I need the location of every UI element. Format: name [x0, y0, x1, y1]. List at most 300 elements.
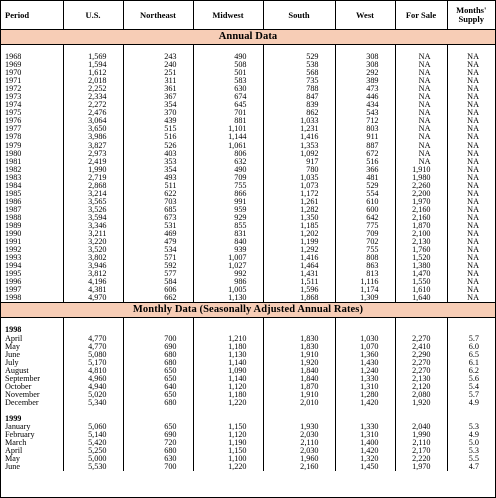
cell-midwest: 1,190 [193, 439, 263, 447]
header-months-supply: Months' Supply [447, 1, 495, 30]
cell-period: 1989 [1, 222, 63, 230]
cell-months-supply: NA [467, 133, 479, 142]
cell-midwest: 992 [193, 270, 263, 278]
cell-west: 389 [335, 77, 395, 85]
monthly-data-band [1, 303, 495, 318]
cell-period: June [1, 351, 63, 359]
spacer-cell [63, 415, 123, 423]
annual-row [1, 182, 495, 190]
annual-row [1, 158, 495, 166]
cell-south: 1,092 [263, 150, 335, 158]
cell-period: 1985 [1, 190, 63, 198]
cell-northeast: 685 [123, 206, 193, 214]
cell-south: 2,110 [263, 439, 335, 447]
cell-midwest: 959 [193, 206, 263, 214]
cell-for-sale: 2,080 [395, 391, 447, 399]
cell-midwest: 1,130 [193, 351, 263, 359]
cell-midwest: 939 [193, 246, 263, 254]
cell-for-sale: 1,380 [395, 262, 447, 270]
cell-period: 1988 [1, 214, 63, 222]
annual-row [1, 117, 495, 125]
spacer-cell [63, 407, 123, 415]
cell-northeast: 703 [123, 198, 193, 206]
annual-row [1, 206, 495, 214]
cell-us: 2,334 [63, 93, 123, 101]
cell-west: 709 [335, 230, 395, 238]
cell-west: 1,330 [335, 423, 395, 431]
cell-for-sale: NA [395, 158, 447, 166]
cell-midwest: 855 [193, 222, 263, 230]
cell-west: 1,400 [335, 439, 395, 447]
monthly-row [1, 431, 495, 439]
cell-us: 4,770 [63, 343, 123, 351]
cell-for-sale: 1,970 [395, 463, 447, 471]
cell-midwest: 986 [193, 278, 263, 286]
cell-west: 1,320 [335, 455, 395, 463]
cell-us: 4,770 [63, 335, 123, 343]
cell-for-sale: NA [395, 133, 447, 141]
cell-midwest: 1,140 [193, 375, 263, 383]
spacer-cell [447, 415, 495, 423]
cell-period: 1995 [1, 270, 63, 278]
cell-for-sale: 2,270 [395, 367, 447, 375]
spacer-cell [395, 415, 447, 423]
cell-northeast: 673 [123, 214, 193, 222]
cell-northeast: 650 [123, 423, 193, 431]
cell-us: 4,810 [63, 367, 123, 375]
cell-for-sale: 2,290 [395, 351, 447, 359]
cell-west: 1,309 [335, 294, 395, 303]
cell-northeast: 650 [123, 391, 193, 399]
cell-months-supply: NA [467, 270, 479, 279]
cell-west: 434 [335, 101, 395, 109]
cell-midwest: 929 [193, 214, 263, 222]
cell-west: 1,070 [335, 343, 395, 351]
cell-south: 538 [263, 61, 335, 69]
header-us: U.S. [63, 1, 123, 30]
cell-months-supply: 6.5 [468, 350, 479, 359]
cell-period: 1983 [1, 174, 63, 182]
cell-northeast: 353 [123, 158, 193, 166]
cell-months-supply: NA [467, 157, 479, 166]
cell-west: 1,420 [335, 447, 395, 455]
annual-row [1, 77, 495, 85]
cell-period: 1997 [1, 286, 63, 294]
annual-row [1, 125, 495, 133]
cell-for-sale: NA [395, 125, 447, 133]
spacer-cell [123, 415, 193, 423]
cell-us: 3,827 [63, 142, 123, 150]
cell-for-sale: 2,220 [395, 455, 447, 463]
cell-months-supply: 4.9 [468, 398, 479, 407]
cell-west: 481 [335, 174, 395, 182]
cell-northeast: 367 [123, 93, 193, 101]
cell-us: 3,346 [63, 222, 123, 230]
spacer-cell [335, 415, 395, 423]
cell-northeast: 650 [123, 375, 193, 383]
cell-south: 1,172 [263, 190, 335, 198]
spacer-cell [1, 318, 63, 327]
cell-period: March [1, 439, 63, 447]
cell-months-supply: 4.9 [468, 431, 479, 440]
cell-northeast: 630 [123, 455, 193, 463]
cell-midwest: 1,180 [193, 391, 263, 399]
cell-midwest: 490 [193, 53, 263, 61]
monthly-data-band-title: Monthly Data (Seasonally Adjusted Annual Rates) [1, 303, 495, 318]
cell-us: 5,000 [63, 455, 123, 463]
cell-northeast: 243 [123, 53, 193, 61]
cell-for-sale: NA [395, 109, 447, 117]
cell-period: December [1, 399, 63, 407]
cell-south: 780 [263, 166, 335, 174]
cell-us: 3,946 [63, 262, 123, 270]
table-body [1, 30, 495, 472]
spacer-cell [335, 407, 395, 415]
cell-midwest: 501 [193, 69, 263, 77]
cell-south: 847 [263, 93, 335, 101]
cell-for-sale: NA [395, 117, 447, 125]
cell-midwest: 1,140 [193, 359, 263, 367]
cell-for-sale: 1,990 [395, 431, 447, 439]
housing-sales-table [1, 1, 495, 471]
cell-for-sale: 2,120 [395, 383, 447, 391]
cell-west: 308 [335, 61, 395, 69]
cell-period: 1987 [1, 206, 63, 214]
cell-period: August [1, 367, 63, 375]
annual-row [1, 85, 495, 93]
cell-us: 5,340 [63, 399, 123, 407]
spacer-cell [123, 45, 193, 54]
cell-south: 1,199 [263, 238, 335, 246]
cell-period: 1969 [1, 61, 63, 69]
cell-northeast: 700 [123, 335, 193, 343]
cell-northeast: 640 [123, 383, 193, 391]
cell-south: 1,282 [263, 206, 335, 214]
cell-northeast: 251 [123, 69, 193, 77]
cell-months-supply: NA [467, 197, 479, 206]
cell-northeast: 515 [123, 125, 193, 133]
cell-south: 1,185 [263, 222, 335, 230]
spacer-cell [193, 318, 263, 327]
cell-west: 1,450 [335, 463, 395, 471]
cell-months-supply: NA [467, 173, 479, 182]
cell-south: 1,870 [263, 383, 335, 391]
cell-months-supply: NA [467, 181, 479, 190]
cell-for-sale: 1,920 [395, 399, 447, 407]
annual-data-band [1, 30, 495, 45]
spacer-cell [63, 326, 123, 334]
cell-west: 1,420 [335, 399, 395, 407]
cell-west: 775 [335, 222, 395, 230]
cell-midwest: 1,220 [193, 463, 263, 471]
cell-months-supply: NA [467, 278, 479, 287]
cell-period: 1992 [1, 246, 63, 254]
annual-row [1, 262, 495, 270]
cell-south: 568 [263, 69, 335, 77]
cell-south: 1,431 [263, 270, 335, 278]
cell-us: 1,569 [63, 53, 123, 61]
cell-period: 1968 [1, 53, 63, 61]
cell-west: 1,430 [335, 359, 395, 367]
cell-us: 3,214 [63, 190, 123, 198]
cell-south: 1,231 [263, 125, 335, 133]
cell-for-sale: 1,470 [395, 270, 447, 278]
cell-northeast: 531 [123, 222, 193, 230]
cell-south: 1,202 [263, 230, 335, 238]
cell-months-supply: 5.7 [468, 390, 479, 399]
cell-period: 1970 [1, 69, 63, 77]
spacer-cell [395, 45, 447, 54]
cell-for-sale: 1,910 [395, 166, 447, 174]
cell-months-supply: NA [467, 93, 479, 102]
monthly-row [1, 335, 495, 343]
cell-months-supply: NA [467, 205, 479, 214]
cell-south: 1,035 [263, 174, 335, 182]
cell-period: 1994 [1, 262, 63, 270]
cell-west: 1,310 [335, 383, 395, 391]
cell-us: 5,420 [63, 439, 123, 447]
cell-us: 3,986 [63, 133, 123, 141]
annual-row [1, 101, 495, 109]
cell-west: 516 [335, 158, 395, 166]
cell-south: 2,010 [263, 399, 335, 407]
cell-south: 1,910 [263, 351, 335, 359]
cell-south: 1,930 [263, 423, 335, 431]
cell-for-sale: 2,170 [395, 447, 447, 455]
cell-us: 4,970 [63, 294, 123, 303]
cell-west: 863 [335, 262, 395, 270]
cell-west: 473 [335, 85, 395, 93]
annual-row [1, 150, 495, 158]
cell-midwest: 1,150 [193, 447, 263, 455]
cell-midwest: 490 [193, 166, 263, 174]
monthly-row [1, 455, 495, 463]
cell-us: 3,594 [63, 214, 123, 222]
cell-south: 1,830 [263, 335, 335, 343]
cell-south: 1,292 [263, 246, 335, 254]
spacer-cell [263, 415, 335, 423]
cell-us: 3,565 [63, 198, 123, 206]
spacer-cell [447, 407, 495, 415]
spacer-cell [447, 45, 495, 54]
cell-us: 3,526 [63, 206, 123, 214]
cell-south: 1,416 [263, 133, 335, 141]
cell-south: 1,261 [263, 198, 335, 206]
cell-period: 1984 [1, 182, 63, 190]
cell-northeast: 469 [123, 230, 193, 238]
cell-period: 1975 [1, 109, 63, 117]
cell-period: 1990 [1, 230, 63, 238]
cell-west: 1,360 [335, 351, 395, 359]
cell-midwest: 831 [193, 230, 263, 238]
cell-period: 1972 [1, 85, 63, 93]
cell-northeast: 311 [123, 77, 193, 85]
monthly-row [1, 351, 495, 359]
cell-midwest: 1,007 [193, 254, 263, 262]
cell-for-sale: 2,270 [395, 359, 447, 367]
cell-period: November [1, 391, 63, 399]
annual-row [1, 109, 495, 117]
cell-us: 2,868 [63, 182, 123, 190]
spacer-cell [193, 326, 263, 334]
monthly-row [1, 367, 495, 375]
cell-us: 5,140 [63, 431, 123, 439]
cell-south: 1,350 [263, 214, 335, 222]
cell-northeast: 493 [123, 174, 193, 182]
cell-south: 1,073 [263, 182, 335, 190]
cell-south: 1,920 [263, 359, 335, 367]
spacer-cell [447, 318, 495, 327]
cell-south: 2,160 [263, 463, 335, 471]
cell-us: 3,064 [63, 117, 123, 125]
cell-south: 1,960 [263, 455, 335, 463]
cell-months-supply: NA [467, 77, 479, 86]
cell-us: 3,220 [63, 238, 123, 246]
cell-midwest: 632 [193, 158, 263, 166]
cell-west: 600 [335, 206, 395, 214]
cell-west: 672 [335, 150, 395, 158]
cell-months-supply: 4.7 [468, 463, 479, 472]
cell-for-sale: 2,040 [395, 423, 447, 431]
cell-months-supply: NA [467, 238, 479, 247]
cell-us: 5,060 [63, 423, 123, 431]
spacer-cell [193, 415, 263, 423]
cell-months-supply: NA [467, 254, 479, 263]
cell-midwest: 1,120 [193, 383, 263, 391]
header-row [1, 1, 495, 30]
cell-midwest: 1,061 [193, 142, 263, 150]
cell-midwest: 1,120 [193, 431, 263, 439]
cell-south: 1,464 [263, 262, 335, 270]
cell-west: 446 [335, 93, 395, 101]
cell-months-supply: NA [467, 53, 479, 61]
cell-northeast: 511 [123, 182, 193, 190]
cell-us: 3,812 [63, 270, 123, 278]
cell-west: 803 [335, 125, 395, 133]
cell-for-sale: 2,160 [395, 206, 447, 214]
monthly-row [1, 391, 495, 399]
cell-midwest: 1,210 [193, 335, 263, 343]
cell-period: 1998 [1, 294, 63, 303]
cell-us: 5,170 [63, 359, 123, 367]
cell-northeast: 700 [123, 463, 193, 471]
cell-midwest: 1,100 [193, 455, 263, 463]
cell-for-sale: 2,410 [395, 343, 447, 351]
cell-months-supply: NA [467, 85, 479, 94]
annual-row [1, 142, 495, 150]
cell-period: 1977 [1, 125, 63, 133]
annual-row [1, 93, 495, 101]
cell-for-sale: 1,760 [395, 246, 447, 254]
monthly-row [1, 375, 495, 383]
cell-northeast: 479 [123, 238, 193, 246]
cell-months-supply: NA [467, 262, 479, 271]
cell-west: 1,174 [335, 286, 395, 294]
cell-months-supply: NA [467, 141, 479, 150]
cell-us: 2,419 [63, 158, 123, 166]
cell-us: 5,080 [63, 351, 123, 359]
header-northeast: Northeast [123, 1, 193, 30]
annual-row [1, 286, 495, 294]
cell-midwest: 701 [193, 109, 263, 117]
cell-months-supply: NA [467, 69, 479, 78]
cell-period: April [1, 447, 63, 455]
spacer-cell [263, 318, 335, 327]
cell-midwest: 881 [193, 117, 263, 125]
cell-period: February [1, 431, 63, 439]
spacer-cell [395, 318, 447, 327]
cell-for-sale: 1,520 [395, 254, 447, 262]
cell-west: 543 [335, 109, 395, 117]
cell-northeast: 354 [123, 166, 193, 174]
cell-for-sale: NA [395, 77, 447, 85]
cell-midwest: 1,130 [193, 294, 263, 303]
cell-for-sale: 2,270 [395, 335, 447, 343]
spacer-cell [263, 45, 335, 54]
cell-period: May [1, 455, 63, 463]
cell-months-supply: NA [467, 294, 479, 303]
cell-midwest: 806 [193, 150, 263, 158]
cell-west: 529 [335, 182, 395, 190]
spacer-cell [1, 45, 63, 54]
cell-for-sale: 1,640 [395, 294, 447, 303]
cell-northeast: 526 [123, 142, 193, 150]
cell-us: 1,594 [63, 61, 123, 69]
cell-south: 862 [263, 109, 335, 117]
spacer-cell [395, 326, 447, 334]
cell-south: 1,910 [263, 391, 335, 399]
cell-months-supply: NA [467, 286, 479, 295]
cell-northeast: 690 [123, 343, 193, 351]
monthly-row [1, 343, 495, 351]
cell-period: 1996 [1, 278, 63, 286]
header-midwest: Midwest [193, 1, 263, 30]
cell-us: 5,530 [63, 463, 123, 471]
cell-for-sale: NA [395, 93, 447, 101]
year-heading-row [1, 326, 495, 334]
cell-northeast: 516 [123, 133, 193, 141]
header-period: Period [1, 1, 63, 30]
cell-period: May [1, 343, 63, 351]
cell-us: 2,719 [63, 174, 123, 182]
spacer-cell [1, 407, 63, 415]
cell-period: April [1, 335, 63, 343]
spacer-cell [395, 407, 447, 415]
cell-for-sale: 2,160 [395, 214, 447, 222]
cell-midwest: 1,220 [193, 399, 263, 407]
year-heading: 1999 [1, 415, 63, 423]
cell-us: 4,940 [63, 383, 123, 391]
cell-us: 5,020 [63, 391, 123, 399]
cell-for-sale: NA [395, 85, 447, 93]
cell-northeast: 361 [123, 85, 193, 93]
cell-period: 1981 [1, 158, 63, 166]
spacer-cell [123, 326, 193, 334]
spacer-cell [263, 407, 335, 415]
cell-northeast: 622 [123, 190, 193, 198]
cell-west: 1,030 [335, 335, 395, 343]
cell-months-supply: 5.3 [468, 447, 479, 456]
annual-row [1, 53, 495, 61]
spacer-cell [123, 318, 193, 327]
cell-south: 788 [263, 85, 335, 93]
spacer-cell [193, 407, 263, 415]
cell-south: 1,353 [263, 142, 335, 150]
cell-months-supply: 5.4 [468, 382, 479, 391]
cell-for-sale: 2,130 [395, 238, 447, 246]
annual-row [1, 294, 495, 303]
annual-row [1, 230, 495, 238]
